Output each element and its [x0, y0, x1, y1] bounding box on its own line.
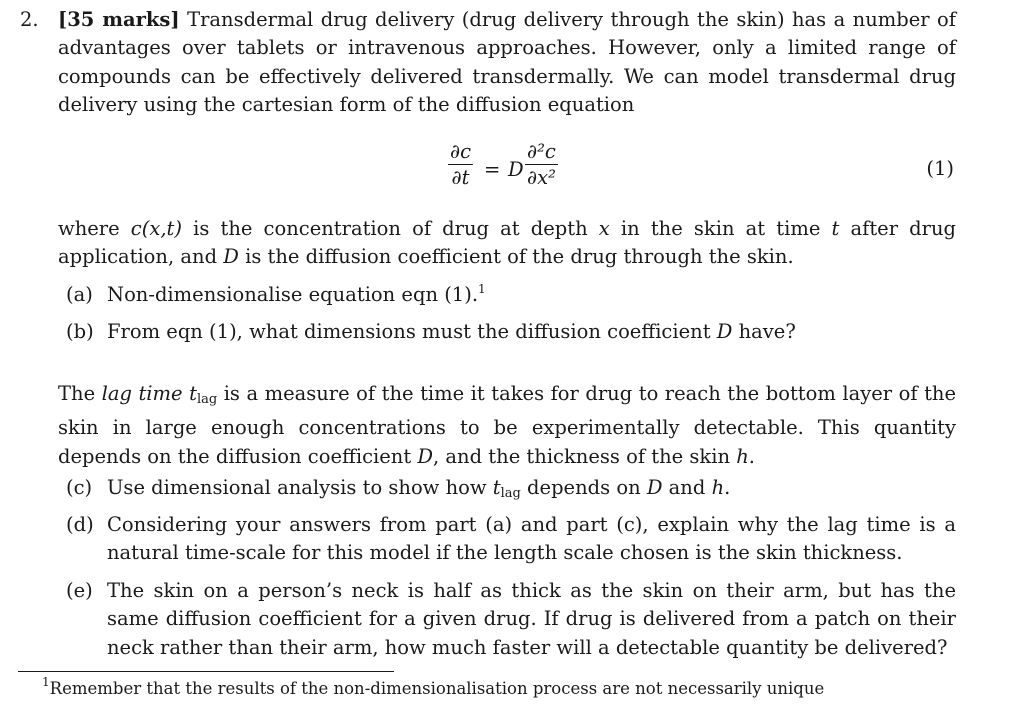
where-text-4: after drug application, and [58, 217, 956, 269]
part-c-pre: Use dimensional analysis to show how [107, 476, 493, 499]
diffusion-coefficient-symbol: D [508, 158, 524, 181]
equation-label: (1) [926, 157, 954, 180]
c-variable: c(x,t) [130, 217, 182, 240]
part-a-label: (a) [66, 283, 93, 306]
rhs-fraction [525, 140, 558, 191]
part-c-end: . [724, 476, 731, 499]
lag-time-term: lag time [101, 382, 183, 405]
where-text-3: in the skin at time [609, 217, 832, 240]
lag-text-3: , and the thickness of the skin [433, 444, 737, 468]
lag-subscript: lag [196, 392, 218, 407]
part-a-text-wrap [107, 281, 956, 309]
lag-text-4: . [748, 444, 755, 468]
footnote-mark: 1 [42, 675, 50, 689]
equals-sign: = [484, 158, 501, 181]
where-paragraph [58, 215, 956, 272]
part-d-text: Considering your answers from part (a) and part (c), explain why the lag time is a natural time-scale for this model if the length scale chosen is the skin thickness. [107, 513, 956, 565]
part-c-d-variable: D [646, 476, 663, 499]
lag-d-variable: D [417, 444, 434, 468]
part-c-subscript: lag [500, 486, 521, 501]
footnote [42, 675, 825, 700]
part-d-label: (d) [66, 513, 94, 536]
question-intro [58, 6, 956, 119]
lag-time-paragraph [58, 380, 956, 471]
rhs-denominator: ∂x² [527, 166, 556, 190]
x-variable: x [598, 217, 610, 240]
footnote-reference: 1 [478, 282, 486, 296]
part-c-label: (c) [66, 476, 93, 499]
where-text-2: is the concentration of drug at depth [181, 217, 599, 240]
part-b-text [107, 318, 956, 346]
part-c-and: and [662, 476, 712, 499]
part-b-label: (b) [66, 320, 94, 343]
lhs-denominator: ∂t [451, 166, 470, 190]
part-b-post: have? [732, 320, 796, 343]
where-text-1: where [58, 217, 131, 240]
part-c-text [107, 474, 956, 508]
rhs-numerator: ∂²c [527, 140, 556, 163]
question-marks: [35 marks] [58, 8, 180, 31]
part-c-h-variable: h [711, 476, 725, 499]
part-a-text: Non-dimensionalise equation eqn (1). [107, 283, 479, 306]
lag-text-1: The [58, 382, 102, 405]
d-variable: D [223, 245, 239, 269]
lag-t-variable: t [189, 382, 197, 405]
where-text-5: is the diffusion coefficient of the drug through the skin. [238, 245, 794, 269]
question-number: 2. [20, 8, 39, 31]
lag-text-2: is a measure of the time it takes for drug to reach the bottom layer of the skin in large enough concentrations to be experimentally detectable. This quantity depends on the diffusion coefficient [58, 382, 957, 468]
footnote-text: Remember that the results of the non-dimensionalisation process are not necessarily unique [49, 679, 825, 698]
lhs-numerator: ∂c [450, 140, 472, 163]
part-c-t-variable: t [492, 476, 501, 499]
part-e-label: (e) [66, 579, 93, 602]
t-variable: t [831, 217, 840, 240]
part-b-pre: From eqn (1), what dimensions must the diffusion coefficient [107, 320, 717, 343]
part-b-d-variable: D [716, 320, 733, 343]
footnote-rule [18, 671, 394, 672]
lag-h-variable: h [736, 444, 749, 468]
intro-text: Transdermal drug delivery (drug delivery through the skin) has a number of advantages over tablets or intravenous approaches. However, only a limited range of compounds can be effectively delivered transdermally. We can model transdermal drug delivery using the cartesian form of the diffusion equation [58, 8, 956, 116]
diffusion-equation [0, 140, 1024, 202]
part-e-text: The skin on a person’s neck is half as thick as the skin on their arm, but has the same diffusion coefficient for a given drug. If drug is delivered from a patch on their neck rather than their arm, how much faster will a detectable quantity be delivered? [107, 579, 956, 659]
part-c-mid: depends on [520, 476, 647, 499]
lhs-fraction [448, 140, 473, 191]
